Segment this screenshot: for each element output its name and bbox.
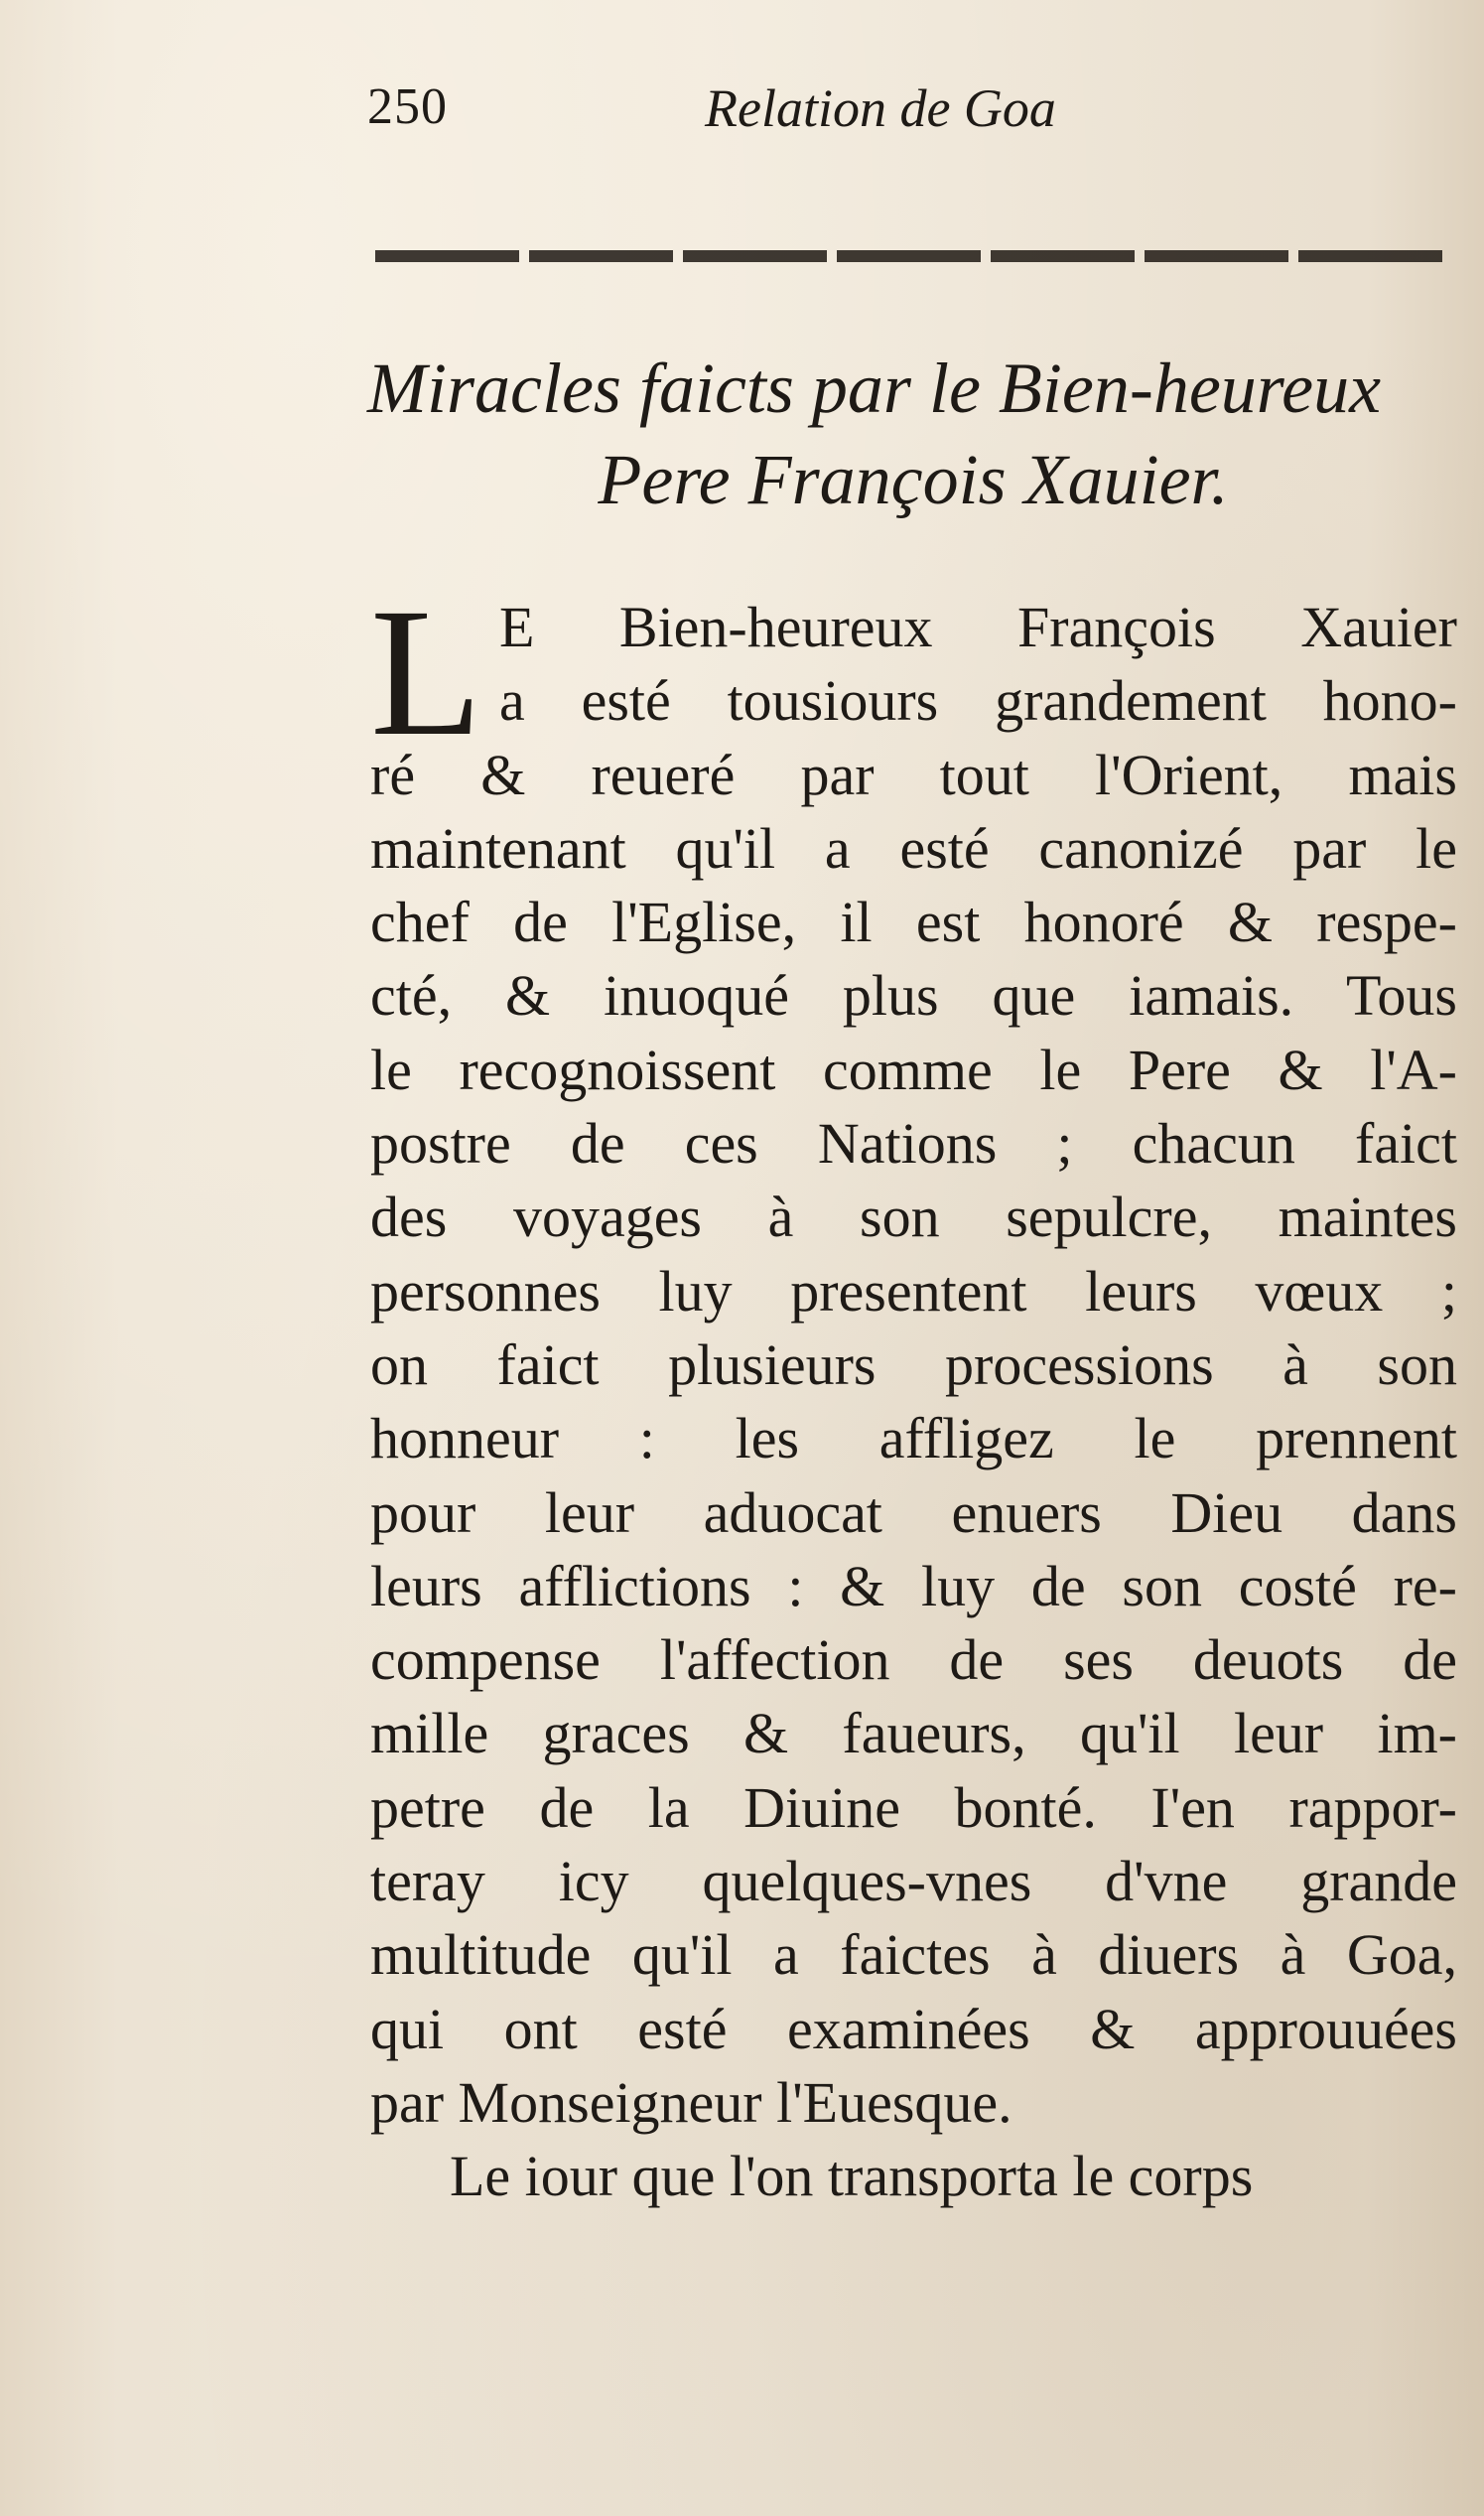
text-line: des voyages à son sepulcre, maintes	[370, 1185, 1457, 1250]
text-line: postre de ces Nations ; chacun faict	[370, 1111, 1457, 1177]
text-line: leurs afflictions : & luy de son costé re-	[370, 1553, 1457, 1618]
text-line: multitude qu'il a faictes à diuers à Goa,	[370, 1922, 1457, 1988]
text-line: mille graces & faueurs, qu'il leur im-	[370, 1701, 1457, 1766]
body-text	[370, 571, 1457, 2214]
text-line: E Bien-heureux François Xauier	[499, 595, 1457, 659]
chapter-heading	[367, 343, 1459, 525]
text-line: honneur : les affligez le prennent	[370, 1406, 1457, 1471]
text-line: teray icy quelques-vnes d'vne grande	[370, 1849, 1457, 1914]
text-line: petre de la Diuine bonté. I'en rappor-	[370, 1774, 1457, 1840]
opening-paragraph-start	[370, 571, 1457, 774]
text-line: pour leur aduocat enuers Dieu dans	[370, 1479, 1457, 1545]
text-line: cté, & inuoqué plus que iamais. Tous	[370, 963, 1457, 1029]
header-rule	[375, 250, 1449, 262]
text-line: qui ont esté examinées & approuuées	[370, 1996, 1457, 2061]
chapter-title-line-1: Miracles faicts par le Bien-heureux	[367, 349, 1382, 428]
drop-cap: L	[370, 571, 483, 774]
text-line-paragraph-start: Le iour que l'on transporta le corps	[450, 2144, 1254, 2209]
text-line: par Monseigneur l'Euesque.	[370, 2069, 1012, 2135]
text-line: on faict plusieurs processions à son	[370, 1331, 1457, 1397]
text-line: maintenant qu'il a esté canonizé par le	[370, 815, 1457, 881]
chapter-title-line-2: Pere François Xauier.	[598, 440, 1229, 519]
text-line: compense l'affection de ses deuots de	[370, 1627, 1457, 1693]
text-line: personnes luy presentent leurs vœux ;	[370, 1258, 1457, 1324]
text-line: a esté tousiours grandement hono-	[499, 668, 1457, 734]
page-header	[367, 77, 1449, 147]
text-line: chef de l'Eglise, il est honoré & respe-	[370, 890, 1457, 955]
running-title: Relation de Goa	[705, 78, 1056, 138]
page-number: 250	[367, 78, 448, 135]
text-line: le recognoissent comme le Pere & l'A-	[370, 1037, 1457, 1102]
text-line: ré & reueré par tout l'Orient, mais	[370, 742, 1457, 807]
